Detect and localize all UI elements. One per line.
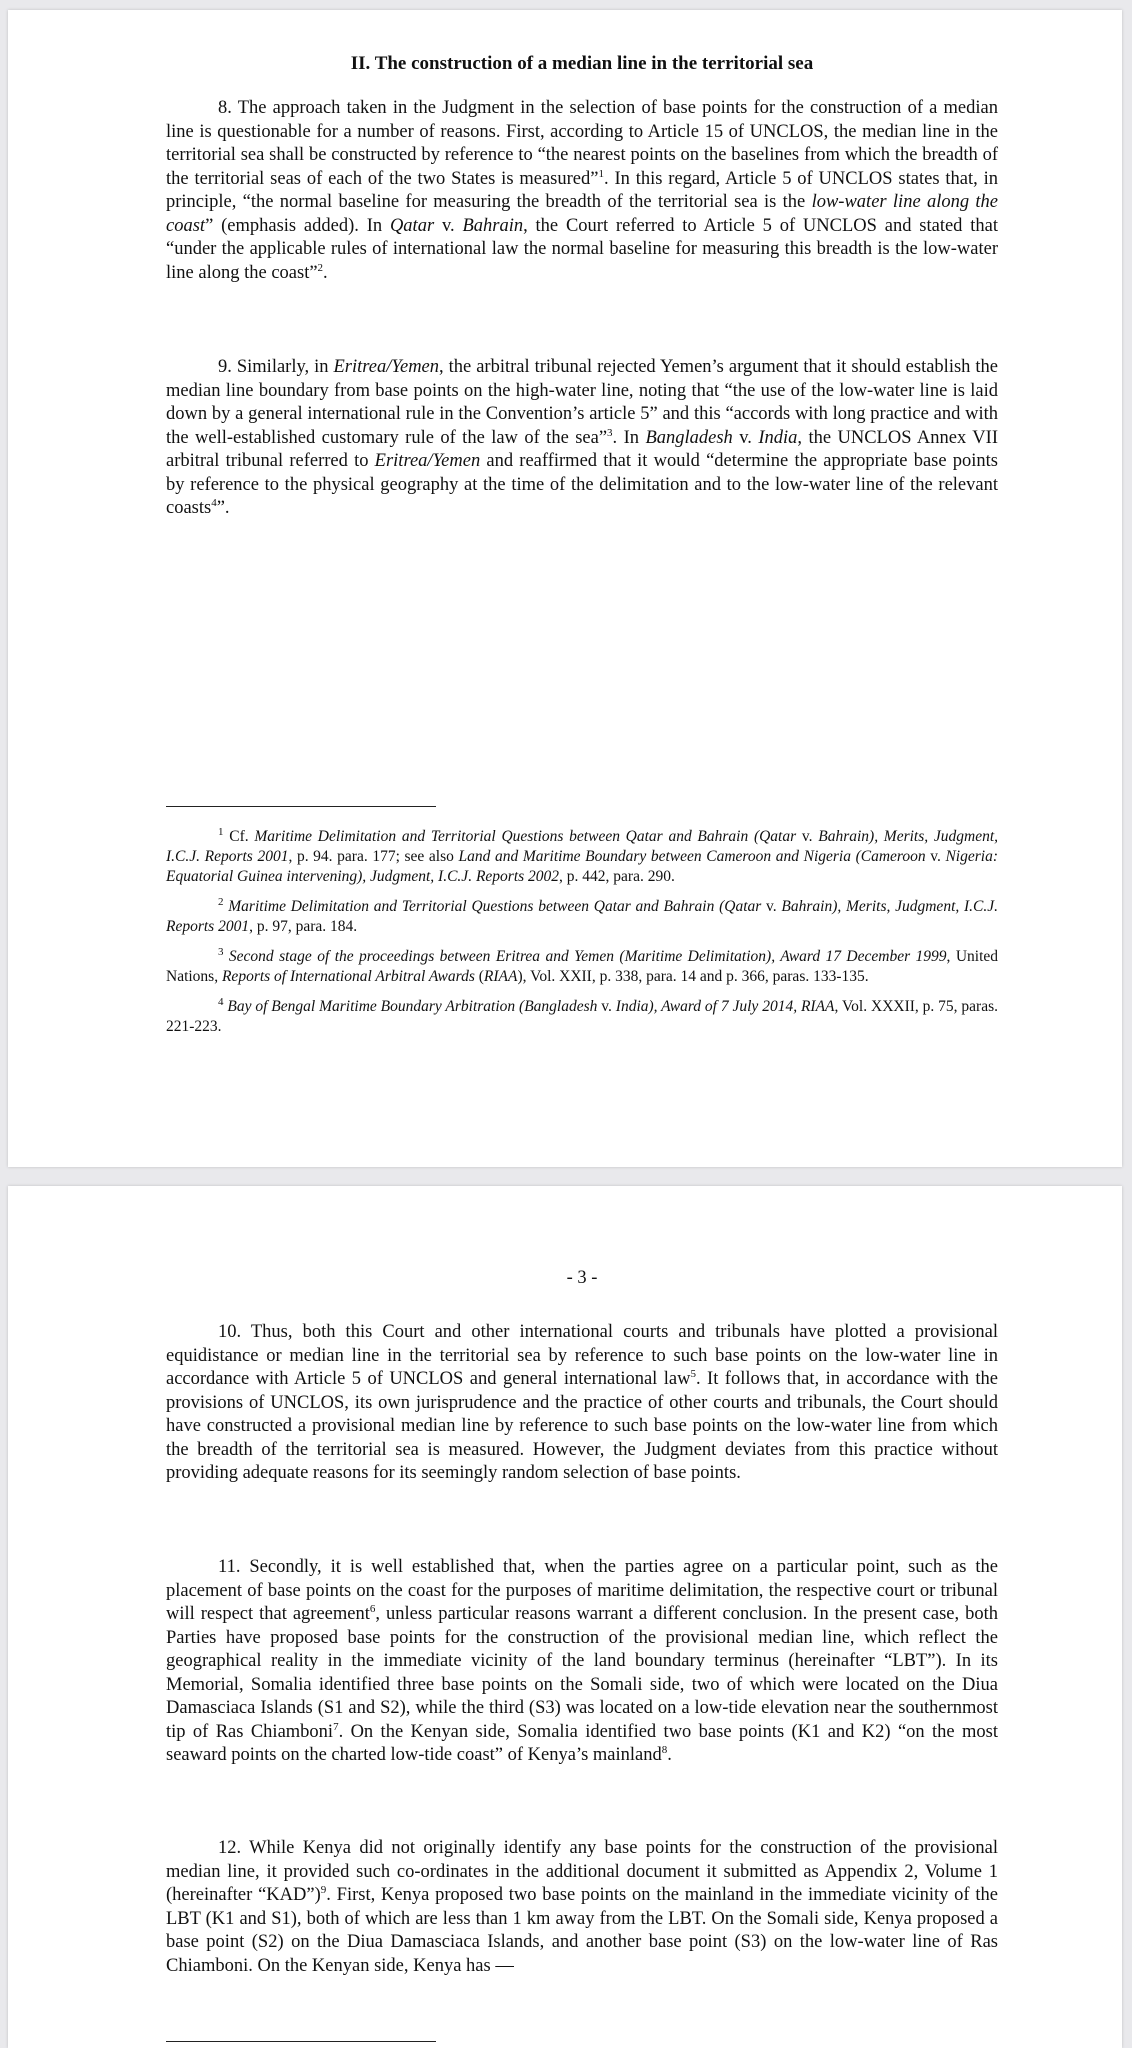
- page-number: [166, 1268, 998, 1289]
- footnote-2: $^2$ Maritime Delimitation and Territorial Questions between Qatar and Bahrain (Qatar v. Bahrain), Merits, Judgment, I.C.J. Reports 2001, p. 97, para. 184.: [166, 895, 999, 935]
- paragraph-12: [166, 1837, 998, 1978]
- paragraph-10: [166, 1321, 998, 1486]
- paragraph-12-text: 12. While Kenya did not originally identify any base points for the construction of the provisional median line, it provided such co-ordinates in the additional document it submitted as Appendix 2, Volume 1 (hereinafter “KAD”)$^9$. First, Kenya proposed two base points on the mainland in the immediate vicinity of the LBT (K1 and S1), both of which are less than 1 km away from the LBT. On the Somali side, Kenya proposed a base point (S2) on the Diua Damasciaca Islands, and another base point (S3) on the low-water line of Ras Chiamboni. On the Kenyan side, Kenya has —: [166, 1838, 999, 1976]
- paragraph-11-text: 11. Secondly, it is well established that, when the parties agree on a particular point, such as the placement of base points on the coast for the purposes of maritime delimitation, the respective court or tribunal will respect that agreement$^6$, unless particular reasons warrant a different conclusion. In the present case, both Parties have proposed base points for the construction of the provisional median line, which reflect the geographical reality in the immediate vicinity of the land boundary terminus (hereinafter “LBT”). In its Memorial, Somalia identified three base points on the Somali side, two of which were located on the Diua Damasciaca Islands (S1 and S2), while the third (S3) was located on a low-tide elevation near the southernmost tip of Ras Chiamboni$^7$. On the Kenyan side, Somalia identified two base points (K1 and K2) “on the most seaward points on the charted low-tide coast” of Kenya’s mainland$^8$.: [166, 1557, 998, 1765]
- footnote-ref-4[interactable]: 4: [211, 496, 217, 509]
- page-number-text: - 3 -: [566, 1268, 598, 1288]
- footnote-4: $^4$ Bay of Bengal Maritime Boundary Arbitration (Bangladesh v. India), Award of 7 July 2014, RIAA, Vol. XXXII, p. 75, paras. 221-223.: [166, 995, 999, 1035]
- paragraph-11: [166, 1556, 998, 1768]
- footnote-ref-7[interactable]: 7: [333, 1720, 339, 1733]
- paragraph-9: [166, 356, 998, 521]
- footnote-ref-1[interactable]: 1: [598, 167, 604, 180]
- section-heading: [166, 52, 998, 76]
- footnote-divider: [166, 2041, 436, 2042]
- footnotes: [166, 827, 998, 1037]
- document-page-3: [8, 1186, 1122, 2048]
- footnote-ref-3[interactable]: 3: [607, 426, 613, 439]
- footnote-ref-5[interactable]: 5: [690, 1367, 696, 1380]
- document-page-2: [8, 10, 1122, 1167]
- heading-text: II. The construction of a median line in the territorial sea: [350, 53, 814, 74]
- footnote-1: $^1$ Cf. Maritime Delimitation and Territorial Questions between Qatar and Bahrain (Qatar v. Bahrain), Merits, Judgment, I.C.J. Reports 2001, p. 94. para. 177; see also Land and Maritime Boundary between Cameroon and Nigeria (Cameroon v. Nigeria: Equatorial Guinea intervening), Judgment, I.C.J. Reports 2002, p. 442, para. 290.: [166, 825, 999, 885]
- footnote-ref-8[interactable]: 8: [661, 1743, 668, 1756]
- footnote-divider: [166, 806, 436, 807]
- paragraph-8-text: 8. The approach taken in the Judgment in the selection of base points for the construction of a median line is questionable for a number of reasons. First, according to Article 15 of UNCLOS, the median line in the territorial sea shall be constructed by reference to “the nearest points on the baselines from which the breadth of the territorial seas of each of the two States is measured”$^1$. In this regard, Article 5 of UNCLOS states that, in principle, “the normal baseline for measuring the breadth of the territorial sea is the low-water line along the coast” (emphasis added). In Qatar v. Bahrain, the Court referred to Article 5 of UNCLOS and stated that “under the applicable rules of international law the normal baseline for measuring this breadth is the low-water line along the coast”$^2$.: [166, 98, 998, 283]
- paragraph-8: [166, 97, 998, 285]
- footnote-ref-2[interactable]: 2: [317, 261, 324, 274]
- paragraph-9-text: 9. Similarly, in Eritrea/Yemen, the arbitral tribunal rejected Yemen’s argument that it should establish the median line boundary from base points on the high-water line, noting that “the use of the low-water line is laid down by a general international rule in the Convention’s article 5” and this “accords with long practice and with the well-established customary rule of the law of the sea”$^3$. In Bangladesh v. India, the UNCLOS Annex VII arbitral tribunal referred to Eritrea/Yemen and reaffirmed that it would “determine the appropriate base points by reference to the physical geography at the time of the delimitation and to the low-water line of the relevant coasts$^4$”.: [166, 357, 998, 518]
- footnote-ref-9[interactable]: 9: [320, 1883, 327, 1896]
- paragraph-10-text: 10. Thus, both this Court and other international courts and tribunals have plotted a provisional equidistance or median line in the territorial sea by reference to such base points on the low-water line in accordance with Article 5 of UNCLOS and general international law$^5$. It follows that, in accordance with the provisions of UNCLOS, its own jurisprudence and the practice of other courts and tribunals, the Court should have constructed a provisional median line by reference to such base points on the low-water line from which the breadth of the territorial sea is measured. However, the Judgment deviates from this practice without providing adequate reasons for its seemingly random selection of base points.: [166, 1322, 998, 1483]
- footnote-3: $^3$ Second stage of the proceedings between Eritrea and Yemen (Maritime Delimitation), Award 17 December 1999, United Nations, Reports of International Arbitral Awards (RIAA), Vol. XXII, p. 338, para. 14 and p. 366, paras. 133-135.: [166, 945, 999, 985]
- footnote-ref-6[interactable]: 6: [369, 1602, 376, 1615]
